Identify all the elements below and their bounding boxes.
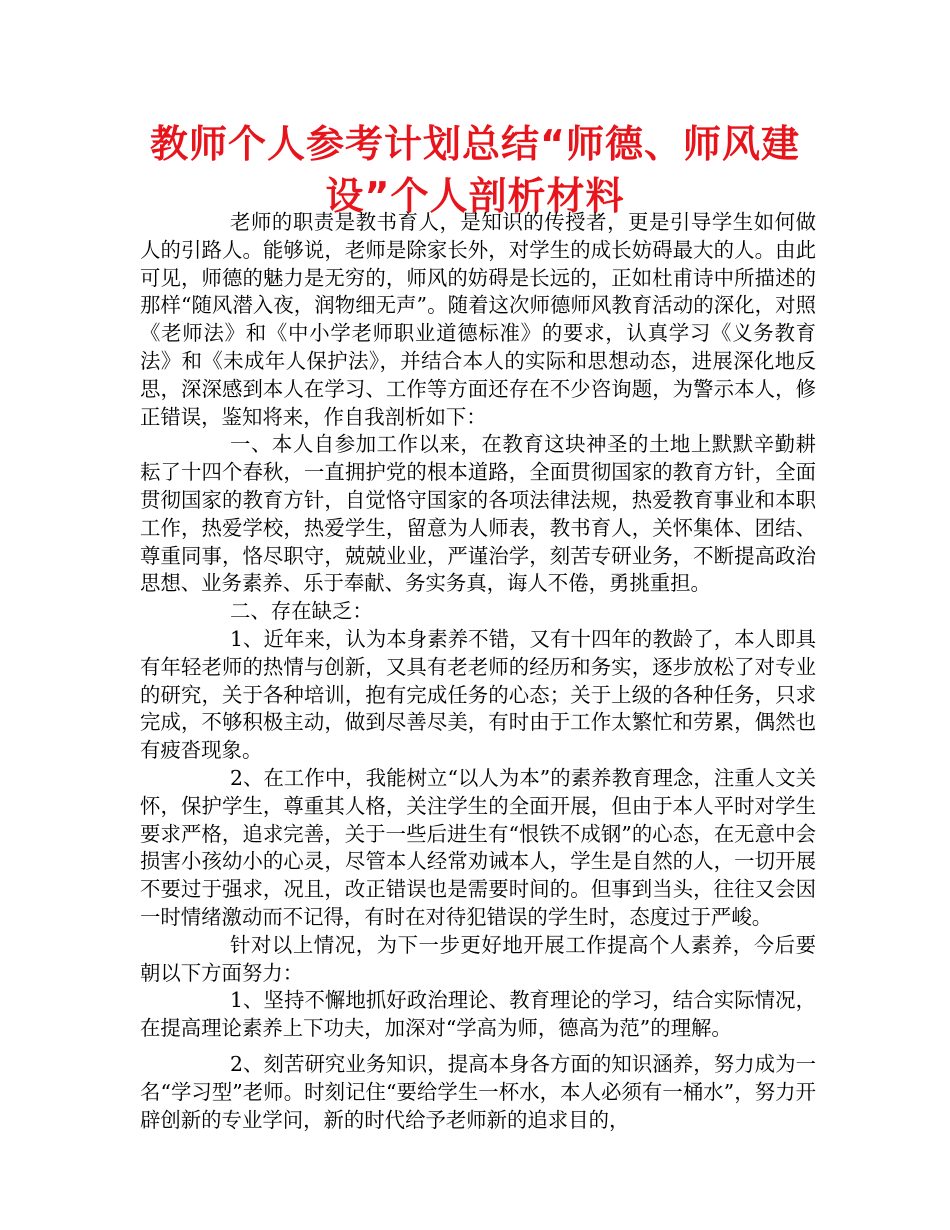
paragraph-improvement-two: 2、刻苦研究业务知识，提高本身各方面的知识涵养，努力成为一名“学习型”老师。时刻记住“要给学生一杯水，本人必须有一桶水”，努力开辟创新的专业学问，新的时代给予老师新的追求目的， — [140, 1051, 816, 1132]
document-body — [140, 209, 816, 1134]
paragraph-intro: 老师的职责是教书育人，是知识的传授者，更是引导学生如何做人的引路人。能够说，老师是除家长外，对学生的成长妨碍最大的人。由此可见，师德的魅力是无穷的，师风的妨碍是长远的，正如杜甫诗中所描述的那样“随风潜入夜，润物细无声”。随着这次师德师风教育活动的深化，对照《老师法》和《中小学老师职业道德标准》的要求，认真学习《义务教育法》和《未成年人保护法》，并结合本人的实际和思想动态，进展深化地反思，深深感到本人在学习、工作等方面还存在不少咨询题，为警示本人，修正错误，鉴知将来，作自我剖析如下： — [140, 210, 816, 429]
paragraph-shortcoming-one: 1、近年来，认为本身素养不错，又有十四年的教龄了，本人即具有年轻老师的热情与创新，又具有老老师的经历和务实，逐步放松了对专业的研究，关于各种培训，抱有完成任务的心态；关于上级的各种任务，只求完成，不够积极主动，做到尽善尽美，有时由于工作太繁忙和劳累，偶然也有疲沓现象。 — [140, 626, 816, 763]
paragraph-improvement-intro: 针对以上情况，为下一步更好地开展工作提高个人素养，今后要朝以下方面努力： — [140, 932, 816, 985]
document-title: 教师个人参考计划总结“师德、师风建设”个人剖析材料 — [150, 122, 800, 218]
paragraph-shortcoming-two: 2、在工作中，我能树立“以人为本”的素养教育理念，注重人文关怀，保护学生，尊重其人格，关注学生的全面开展，但由于本人平时对学生要求严格，追求完善，关于一些后进生有“恨铁不成钢”的心态，在无意中会损害小孩幼小的心灵，尽管本人经常劝诫本人，学生是自然的人，一切开展不要过于强求，况且，改正错误也是需要时间的。但事到当头，往往又会因一时情绪激动而不记得，有时在对待犯错误的学生时，态度过于严峻。 — [140, 765, 816, 929]
paragraph-section-two-heading: 二、存在缺乏： — [230, 599, 373, 624]
paragraph-improvement-one: 1、坚持不懈地抓好政治理论、教育理论的学习，结合实际情况，在提高理论素养上下功夫，加深对“学高为师，德高为范”的理解。 — [140, 988, 816, 1041]
paragraph-section-one: 一、本人自参加工作以来，在教育这块神圣的土地上默默辛勤耕耘了十四个春秋，一直拥护党的根本道路，全面贯彻国家的教育方针，全面贯彻国家的教育方针，自觉恪守国家的各项法律法规，热爱教育事业和本职工作，热爱学校，热爱学生，留意为人师表，教书育人，关怀集体、团结、尊重同事，恪尽职守，兢兢业业，严谨治学，刻苦专研业务，不断提高政治思想、业务素养、乐于奉献、务实务真，诲人不倦，勇挑重担。 — [140, 432, 816, 596]
